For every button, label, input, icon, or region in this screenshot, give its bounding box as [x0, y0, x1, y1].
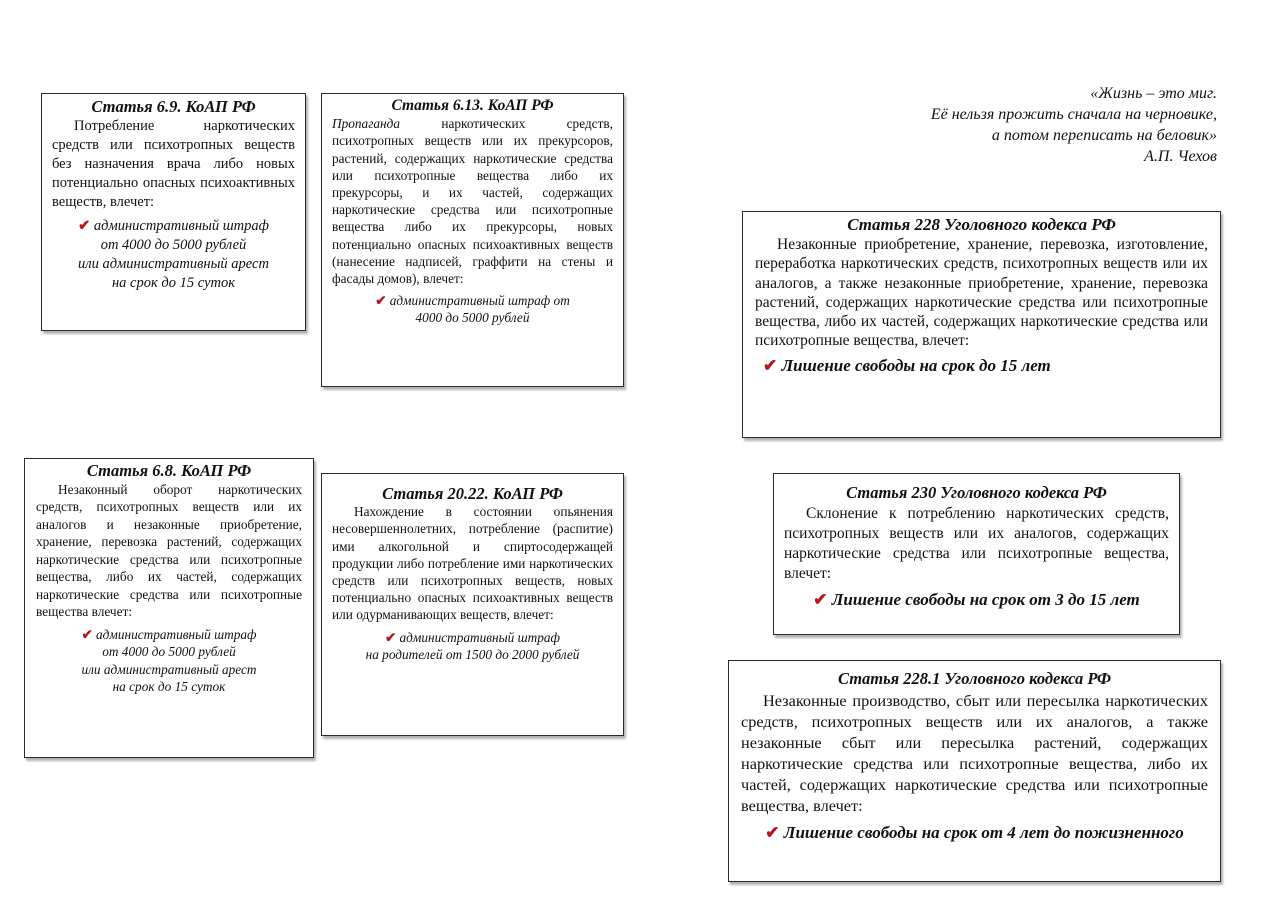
article-body [332, 115, 613, 287]
penalty-line: на родителей от 1500 до 2000 рублей [365, 646, 580, 662]
article-title: Статья 228 Уголовного кодекса РФ [847, 215, 1116, 234]
checkmark-icon: ✔ [763, 356, 778, 376]
penalty-line: Лишение свободы на срок от 3 до 15 лет [831, 590, 1140, 609]
penalty-line: Лишение свободы на срок от 4 лет до пожизненного [783, 823, 1184, 842]
article-body: Склонение к потреблению наркотических средств, психотропных веществ или их аналогов, содержащих наркотические средства или психотропные вещества, влечет: [784, 505, 1169, 582]
penalty-line: на срок до 15 суток [111, 275, 236, 291]
article-card-6-8 [24, 458, 314, 758]
quote-line: Её нельзя прожить сначала на черновике, [930, 106, 1217, 123]
article-card-6-13 [321, 93, 624, 387]
article-penalty [763, 356, 1208, 375]
article-body-text: наркотических средств, психотропных веществ или их прекурсоров, растений, содержащих наркотические средства или психотропные вещества либо их прекурсоры, и их частей, содержащих наркотические средства или психотропные вещества либо их прекурсоры, новых потенциально опасных психоактивных веществ (нанесение надписей, граффити на стены и фасады домов), влечет: [332, 116, 613, 287]
article-body-emphasis: Пропаганда [332, 116, 401, 132]
quote-line: а потом переписать на беловик» [991, 127, 1217, 144]
checkmark-icon: ✔ [765, 823, 780, 842]
penalty-line: административный штраф [95, 626, 257, 642]
article-card-230 [773, 473, 1180, 635]
article-card-20-22 [321, 473, 624, 736]
penalty-line: административный штраф [93, 218, 269, 234]
penalty-line: или административный арест [78, 256, 269, 272]
article-penalty [332, 629, 613, 663]
article-title: Статья 20.22. КоАП РФ [382, 484, 563, 503]
penalty-line: от 4000 до 5000 рублей [100, 237, 247, 253]
article-title: Статья 6.8. КоАП РФ [86, 461, 252, 480]
article-card-6-9 [41, 93, 306, 331]
article-penalty [52, 217, 295, 293]
penalty-line: административный штраф [399, 629, 560, 645]
article-body: Незаконный оборот наркотических средств, психотропных веществ или их аналогов и незаконные приобретение, хранение, перевозка растений, содержащих наркотические средства или психотропные вещества, либо их частей, содержащих наркотические средства или психотропные вещества влечет: [36, 481, 302, 619]
checkmark-icon: ✔ [375, 293, 387, 309]
checkmark-icon: ✔ [81, 626, 93, 642]
article-body: Незаконные приобретение, хранение, перевозка, изготовление, переработка наркотических средств, психотропных веществ или их аналогов, а также незаконные приобретение, хранение, перевозка растений, содержащих наркотические средства или психотропные вещества, либо их частей, содержащих наркотические средства или психотропные вещества, влечет: [755, 236, 1208, 350]
article-penalty [36, 626, 302, 696]
penalty-line: административный штраф от [389, 293, 570, 309]
penalty-line: от 4000 до 5000 рублей [102, 644, 236, 659]
quote-line: «Жизнь – это миг. [1090, 85, 1217, 102]
article-body: Нахождение в состоянии опьянения несовершеннолетних, потребление (распитие) ими алкогольной и спиртосодержащей продукции либо потребление ими наркотических средств или психотропных веществ, новых потенциально опасных психоактивных веществ или одурманивающих веществ, влечет: [332, 504, 613, 623]
article-body: Потребление наркотических средств или психотропных веществ без назначения врача либо новых потенциально опасных психоактивных веществ, влечет: [52, 118, 295, 210]
penalty-line: 4000 до 5000 рублей [415, 310, 530, 326]
quote-author: А.П. Чехов [1144, 148, 1217, 165]
penalty-line: на срок до 15 суток [112, 679, 226, 694]
epigraph-quote [820, 83, 1217, 167]
article-card-228 [742, 211, 1221, 438]
article-title: Статья 6.13. КоАП РФ [391, 97, 554, 114]
article-penalty [741, 822, 1208, 843]
article-penalty [332, 292, 613, 326]
article-title: Статья 228.1 Уголовного кодекса РФ [837, 669, 1112, 688]
penalty-line: или административный арест [81, 661, 257, 677]
article-penalty [784, 590, 1169, 610]
checkmark-icon: ✔ [78, 218, 91, 234]
article-title: Статья 230 Уголовного кодекса РФ [846, 483, 1107, 502]
article-title: Статья 6.9. КоАП РФ [91, 97, 256, 116]
checkmark-icon: ✔ [384, 629, 397, 645]
penalty-line: Лишение свободы на срок до 15 лет [781, 356, 1051, 376]
checkmark-icon: ✔ [813, 590, 828, 609]
article-body: Незаконные производство, сбыт или пересылка наркотических средств, психотропных веществ или их аналогов, а также незаконные сбыт или пересылка растений, содержащих наркотические средства или психотропные вещества, либо их частей, содержащих наркотические средства или психотропные вещества, влечет: [741, 691, 1208, 815]
article-card-228-1 [728, 660, 1221, 882]
